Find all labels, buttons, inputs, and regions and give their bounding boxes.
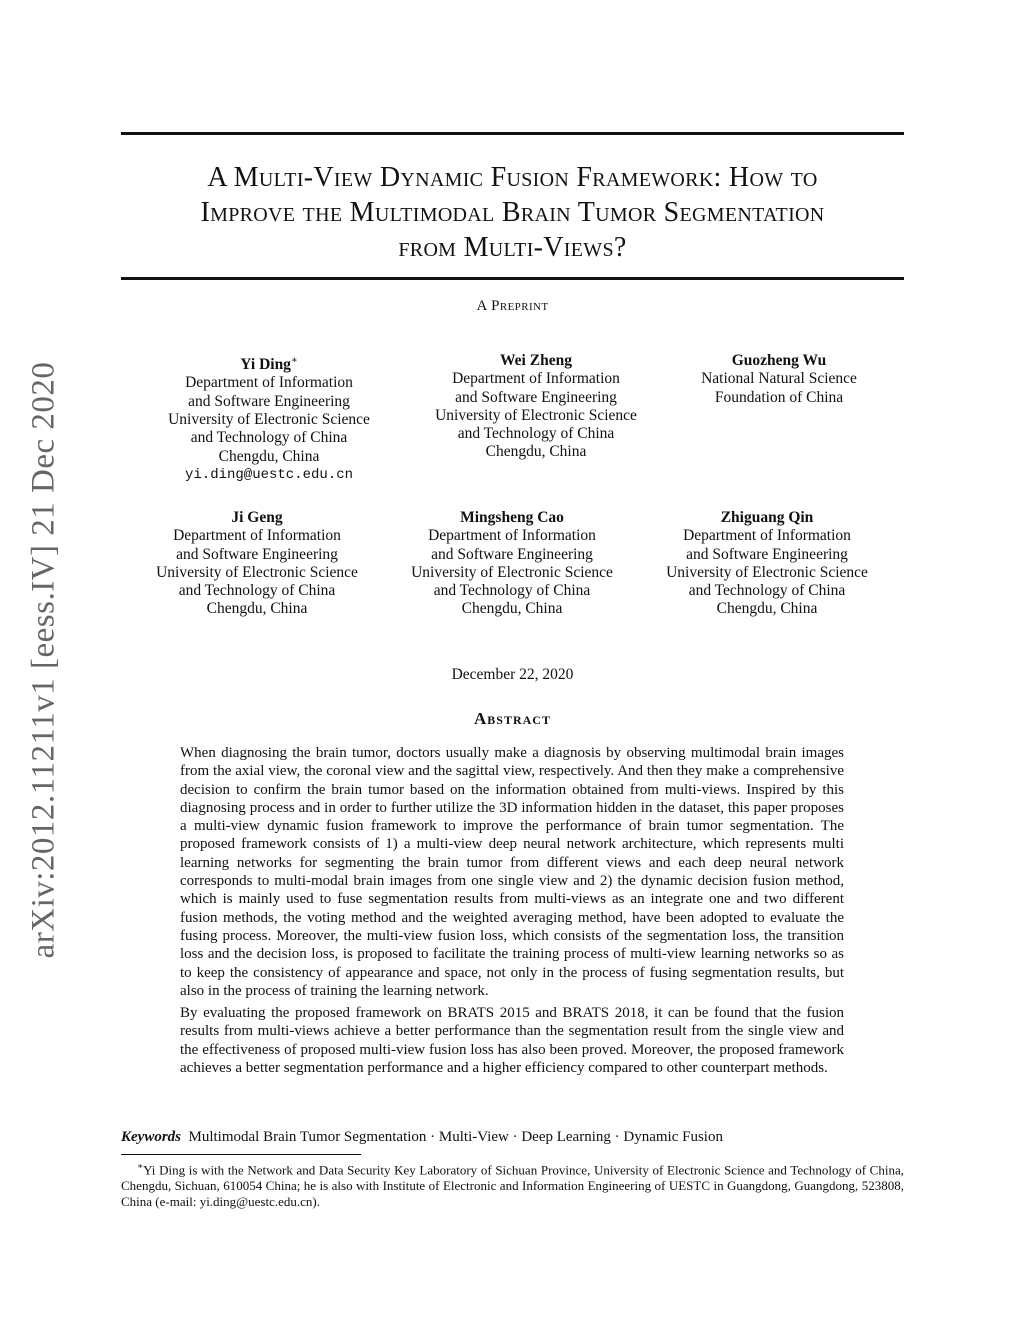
author-affiliation-line: University of Electronic Science — [156, 563, 358, 581]
preprint-label: A Preprint — [476, 298, 549, 314]
author-affiliation-line: and Technology of China — [178, 582, 336, 600]
publication-date: December 22, 2020 — [451, 666, 574, 683]
author-block — [659, 352, 899, 407]
abstract-body — [180, 744, 844, 1081]
footnote-text: Yi Ding is with the Network and Data Security Key Laboratory of Sichuan Province, University of Electronic Science and Technology of China, Chengdu, Sichuan, 610054 China; he is also with Institute of Electronic and Information Engineering of UESTC in Guangdong, Guangdong, 523808, China (e-mail: yi.ding@uestc.edu.cn). — [121, 1162, 904, 1210]
title-line: A Multi-View Dynamic Fusion Framework: How to — [207, 162, 818, 193]
author-affiliation-line: and Software Engineering — [455, 388, 617, 406]
abstract-heading: Abstract — [474, 709, 551, 728]
author-email[interactable]: yi.ding@uestc.edu.cn — [184, 466, 354, 483]
title-bottom-rule — [121, 277, 904, 280]
author-name: Guozheng Wu — [731, 352, 827, 369]
author-name: Ji Geng — [231, 509, 283, 526]
abstract-paragraph: When diagnosing the brain tumor, doctors usually make a diagnosis by observing multimodal brain images from the axial view, the coronal view and the sagittal view, respectively. And then they make a comprehensive decision to confirm the brain tumor based on the information obtained from multi-views. Inspired by this diagnosing process and in order to further utilize the 3D information hidden in the dataset, this paper proposes a multi-view dynamic fusion framework to improve the performance of brain tumor segmentation. The proposed framework consists of 1) a multi-view deep neural network architecture, which represents multi learning networks for segmenting the brain tumor from different views and each deep neural network corresponds to multi-modal brain images from one single view and 2) the dynamic decision fusion method, which is mainly used to fuse segmentation results from multi-views as an integrate one and two different fusion methods, the voting method and the weighted averaging method, have been adopted to evaluate the fusing process. Moreover, the multi-view fusion loss, which consists of the segmentation loss, the transition loss and the decision loss, is proposed to facilitate the training process of multi-view learning networks so as to keep the consistency of appearance and space, not only in the process of fusing segmentation results, but also in the process of training the learning network. — [180, 745, 844, 999]
author-block — [392, 509, 632, 619]
footnote-mark: ∗ — [137, 1161, 144, 1171]
author-affiliation-line: University of Electronic Science — [168, 411, 370, 429]
author-affiliation-line: and Software Engineering — [188, 392, 350, 410]
author-affiliation-line: Chengdu, China — [485, 443, 587, 461]
author-block — [137, 509, 377, 619]
author-affiliation-line: and Technology of China — [190, 429, 348, 447]
author-block — [416, 352, 656, 462]
author-affiliation-line: Foundation of China — [714, 388, 844, 406]
author-name: Yi Ding∗ — [240, 355, 298, 374]
keywords-line — [121, 1129, 904, 1146]
author-affiliation-line: and Software Engineering — [176, 545, 338, 563]
author-affiliation-line: Department of Information — [185, 374, 353, 392]
footnote-rule — [121, 1154, 361, 1155]
author-affiliation-line: Department of Information — [173, 527, 341, 545]
author-affiliation-line: and Software Engineering — [686, 545, 848, 563]
arxiv-stamp-text: arXiv:2012.11211v1 [eess.IV] 21 Dec 2020 — [25, 361, 62, 959]
title-line: from Multi-Views? — [398, 232, 627, 263]
author-affiliation-line: Department of Information — [683, 527, 851, 545]
title-line: Improve the Multimodal Brain Tumor Segmentation — [200, 197, 825, 228]
abstract-paragraph: By evaluating the proposed framework on BRATS 2015 and BRATS 2018, it can be found that the fusion results from multi-views achieve a better performance than the segmentation result from the single view and the effectiveness of proposed multi-view fusion loss has also been proved. Moreover, the proposed framework achieves a better segmentation performance and a higher efficiency compared to other counterpart methods. — [180, 1005, 844, 1077]
author-affiliation-line: and Technology of China — [688, 582, 846, 600]
author-affiliation-line: University of Electronic Science — [435, 406, 637, 424]
author-affiliation-line: University of Electronic Science — [666, 563, 868, 581]
author-block — [149, 352, 389, 484]
author-block — [647, 509, 887, 619]
arxiv-stamp — [0, 0, 80, 1325]
author-name: Mingsheng Cao — [460, 509, 564, 526]
author-name: Zhiguang Qin — [720, 509, 814, 526]
keywords-list: Multimodal Brain Tumor Segmentation · Multi-View · Deep Learning · Dynamic Fusion — [188, 1129, 723, 1145]
author-affiliation-line: Department of Information — [452, 370, 620, 388]
footnote — [121, 1158, 904, 1210]
author-name: Wei Zheng — [500, 352, 572, 369]
author-affiliation-line: and Technology of China — [433, 582, 591, 600]
paper-title — [121, 160, 904, 265]
author-affiliation-line: Chengdu, China — [461, 600, 563, 618]
author-affiliation-line: Chengdu, China — [716, 600, 818, 618]
author-affiliation-line: and Software Engineering — [431, 545, 593, 563]
author-affiliation-line: National Natural Science — [701, 370, 857, 388]
author-affiliation-line: Department of Information — [428, 527, 596, 545]
keywords-label: Keywords — [121, 1129, 181, 1145]
author-affiliation-line: Chengdu, China — [206, 600, 308, 618]
author-affiliation-line: and Technology of China — [457, 425, 615, 443]
author-affiliation-line: Chengdu, China — [218, 447, 320, 465]
author-affiliation-line: University of Electronic Science — [411, 563, 613, 581]
title-top-rule — [121, 132, 904, 135]
